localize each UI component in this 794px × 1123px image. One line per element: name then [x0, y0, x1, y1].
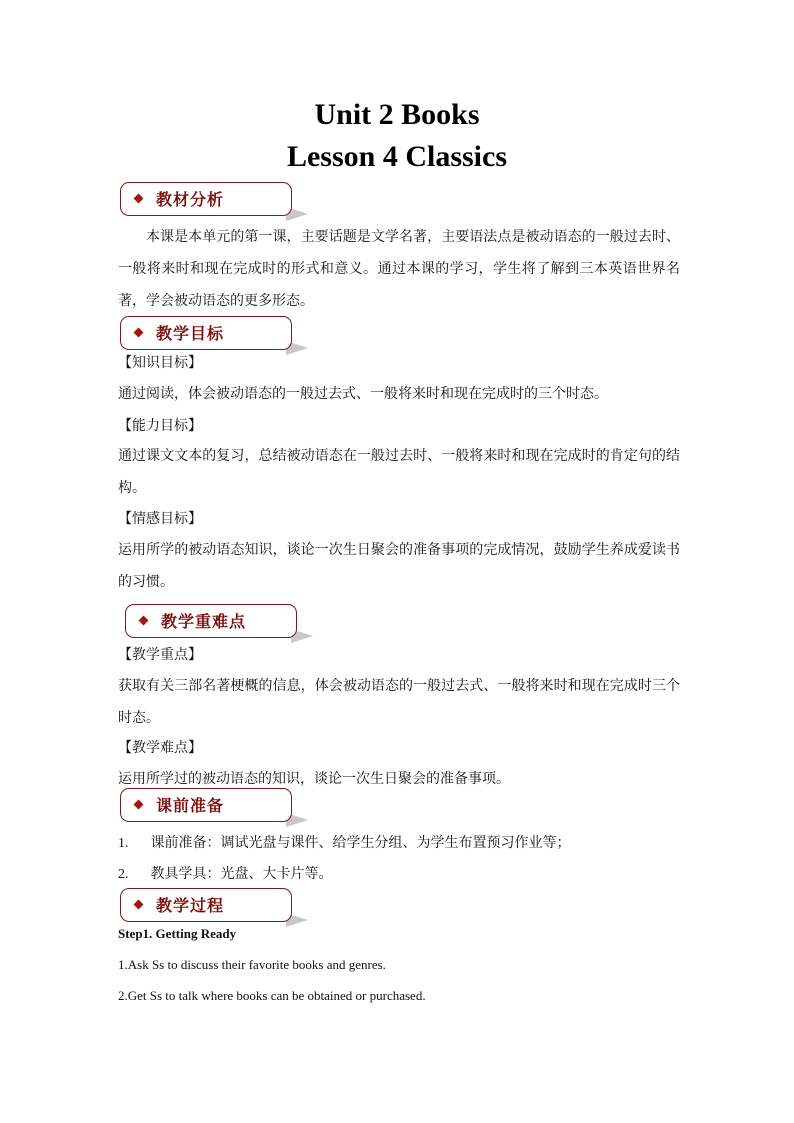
- difficulty-label: 【教学难点】: [118, 740, 202, 756]
- section-heading: 教材分析: [156, 190, 225, 209]
- list-item-number: 2.: [118, 867, 129, 882]
- list-item-text: 教具学具：光盘、大卡片等。: [150, 866, 333, 882]
- ability-objective-label: 【能力目标】: [118, 418, 202, 434]
- knowledge-objective-label: 【知识目标】: [118, 355, 202, 371]
- unit-title: Unit 2 Books: [314, 98, 480, 131]
- knowledge-objective-text: 通过阅读，体会被动语态的一般过去式、一般将来时和现在完成时的三个时态。: [118, 386, 608, 402]
- emotion-objective-label: 【情感目标】: [118, 511, 202, 527]
- section-heading: 课前准备: [156, 796, 225, 815]
- section-header-process: [120, 888, 292, 922]
- list-item: [118, 832, 570, 852]
- list-item: [118, 863, 332, 883]
- section-header-objectives: [120, 316, 292, 350]
- section-header-key-points: [125, 604, 297, 638]
- section-heading: 教学过程: [156, 896, 225, 915]
- section-header-preparation: [120, 788, 292, 822]
- step1-heading: Step1. Getting Ready: [118, 926, 237, 941]
- list-item-number: 1.: [118, 836, 129, 851]
- section-header-analysis: [120, 182, 292, 216]
- focus-label: 【教学重点】: [118, 647, 202, 663]
- ability-objective-text: 通过课文文本的复习，总结被动语态在一般过去时、一般将来时和现在完成时的肯定句的结构。: [118, 448, 680, 496]
- analysis-paragraph: 本课是本单元的第一课，主要话题是文学名著，主要语法点是被动语态的一般过去时、一般将来时和现在完成时的形式和意义。通过本课的学习，学生将了解到三本英语世界名著，学会被动语态的更多形态。: [118, 229, 680, 309]
- list-item-text: 课前准备：调试光盘与课件、给学生分组、为学生布置预习作业等；: [150, 835, 571, 851]
- emotion-objective-text: 运用所学的被动语态知识，谈论一次生日聚会的准备事项的完成情况，鼓励学生养成爱读书的习惯。: [118, 542, 680, 590]
- lesson-title: Lesson 4 Classics: [286, 140, 508, 173]
- section-heading: 教学目标: [156, 324, 225, 343]
- difficulty-text: 运用所学过的被动语态的知识，谈论一次生日聚会的准备事项。: [118, 771, 510, 787]
- focus-text: 获取有关三部名著梗概的信息，体会被动语态的一般过去式、一般将来时和现在完成时三个时态。: [118, 678, 680, 726]
- step1-item-1: 1.Ask Ss to discuss their favorite books and genres.: [118, 957, 386, 972]
- section-heading: 教学重难点: [161, 612, 247, 631]
- step1-item-2: 2.Get Ss to talk where books can be obtained or purchased.: [118, 988, 426, 1003]
